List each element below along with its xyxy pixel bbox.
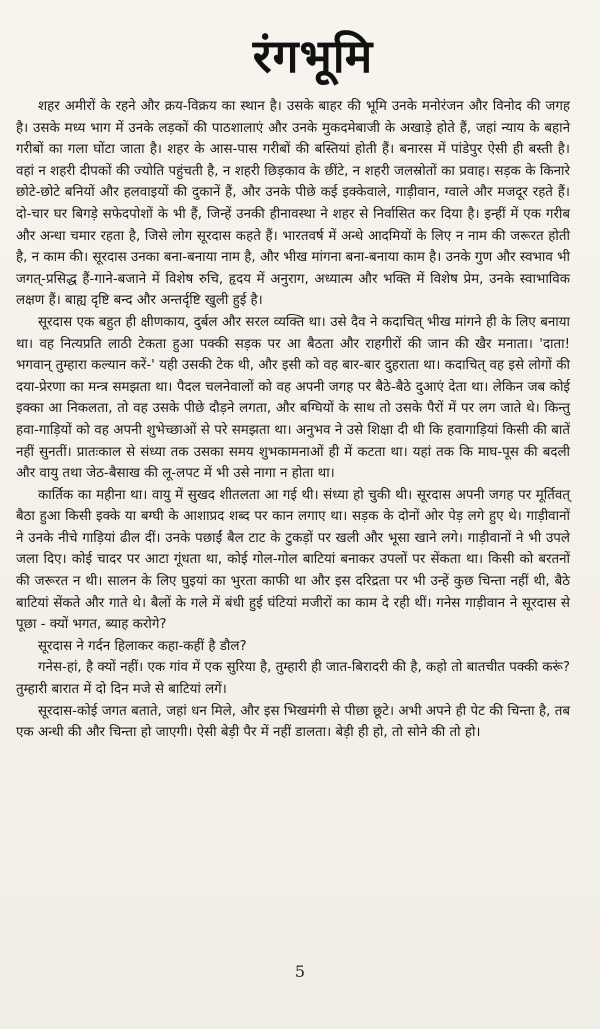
page-number: 5 [294,962,306,981]
body-text [16,96,570,744]
paragraph: सूरदास ने गर्दन हिलाकर कहा-कहीं है डौल? [38,638,247,654]
paragraph: गनेस-हां, है क्यों नहीं। एक गांव में एक सुरिया है, तुम्हारी ही जात-बिरादरी की है, कहो तो बातचीत पक्की करूं? तुम्हारी बारात में दो दिन मजे से बाटियां लगें। [16,660,570,698]
paragraph: सूरदास-कोई जगत बताते, जहां धन मिले, और इस भिखमंगी से पीछा छूटे। अभी अपने ही पेट की चिन्ता है, तब एक अन्धी की और चिन्ता हो जाएगी। ऐसी बेड़ी पैर में नहीं डालता। बेड़ी ही हो, तो सोने की तो हो। [16,703,570,741]
paragraph: शहर अमीरों के रहने और क्रय-विक्रय का स्थान है। उसके बाहर की भूमि उनके मनोरंजन और विनोद की जगह है। उसके मध्य भाग में उनके लड़कों की पाठशालाएं और उनके मुकदमेबाजी के अखाड़े होते हैं, जहां न्याय के बहाने गरीबों का गला घोंटा जाता है। शहर के आस-पास गरीबों की बस्तियां होती हैं। बनारस में पांडेपुर ऐसी ही बस्ती है। वहां न शहरी दीपकों की ज्योति पहुंचती है, न शहरी छिड़काव के छींटे, न शहरी जलस्रोतों का प्रवाह। सड़क के किनारे छोटे-छोटे बनियों और हलवाइयों की दुकानें हैं, और उनके पीछे कई इक्केवाले, गाड़ीवान, ग्वाले और मजदूर रहते हैं। दो-चार घर बिगड़े सफेदपोशों के भी हैं, जिन्हें उनकी हीनावस्था ने शहर से निर्वासित कर दिया है। इन्हीं में एक गरीब और अन्धा चमार रहता है, जिसे लोग सूरदास कहते हैं। भारतवर्ष में अन्धे आदमियों के लिए न नाम की जरूरत होती है, न काम की। सूरदास उनका बना-बनाया नाम है, और भीख मांगना बना-बनाया काम है। उनके गुण और स्वभाव भी जगत्-प्रसिद्ध हैं-गाने-बजाने में विशेष रुचि, हृदय में अनुराग, अध्यात्म और भक्ति में विशेष प्रेम, उनके स्वाभाविक लक्षण हैं। बाह्य दृष्टि बन्द और अन्तर्दृष्टि खुली हुई है। [16,99,570,309]
chapter-title: रंगभूमि [252,29,374,83]
paragraph: सूरदास एक बहुत ही क्षीणकाय, दुर्बल और सरल व्यक्ति था। उसे दैव ने कदाचित् भीख मांगने ही के लिए बनाया था। वह नित्यप्रति लाठी टेकता हुआ पक्की सड़क पर आ बैठता और राहगीरों की जान की खैर मनाता। 'दाता! भगवान् तुम्हारा कल्यान करें-' यही उसकी टेक थी, और इसी को वह बार-बार दुहराता था। कदाचित् वह इसे लोगों की दया-प्रेरणा का मन्त्र समझता था। पैदल चलनेवालों को वह अपनी जगह पर बैठे-बैठे दुआएं देता था। लेकिन जब कोई इक्का आ निकलता, तो वह उसके पीछे दौड़ने लगता, और बग्घियों के साथ तो उसके पैरों में पर लग जाते थे। किन्तु हवा-गाड़ियों को वह अपनी शुभेच्छाओं से परे समझता था। अनुभव ने उसे शिक्षा दी थी कि हवागाड़ियां किसी की बातें नहीं सुनतीं। प्रातःकाल से संध्या तक उसका समय शुभकामनाओं ही में कटता था। यहां तक कि माघ-पूस की बदली और वायु तथा जेठ-बैसाख की लू-लपट में भी उसे नागा न होता था। [16,314,570,482]
paragraph: कार्तिक का महीना था। वायु में सुखद शीतलता आ गई थी। संध्या हो चुकी थी। सूरदास अपनी जगह पर मूर्तिवत् बैठा हुआ किसी इक्के या बग्घी के आशाप्रद शब्द पर कान लगाए था। सड़क के दोनों ओर पेड़ लगे हुए थे। गाड़ीवानों ने उनके नीचे गाड़ियां ढील दीं। उनके पछाईं बैल टाट के टुकड़ों पर खली और भूसा खाने लगे। गाड़ीवानों ने भी उपले जला दिए। कोई चादर पर आटा गूंधता था, कोई गोल-गोल बाटियां बनाकर उपलों पर सेंकता था। किसी को बरतनों की जरूरत न थी। सालन के लिए घुइयां का भुरता काफी था और इस दरिद्रता पर भी उन्हें कुछ चिन्ता नहीं थी, बैठे बाटियां सेंकते और गाते थे। बैलों के गले में बंधी हुई घंटियां मजीरों का काम दे रही थीं। गनेस गाड़ीवान ने सूरदास से पूछा - क्यों भगत, ब्याह करोगे? [16,487,570,633]
